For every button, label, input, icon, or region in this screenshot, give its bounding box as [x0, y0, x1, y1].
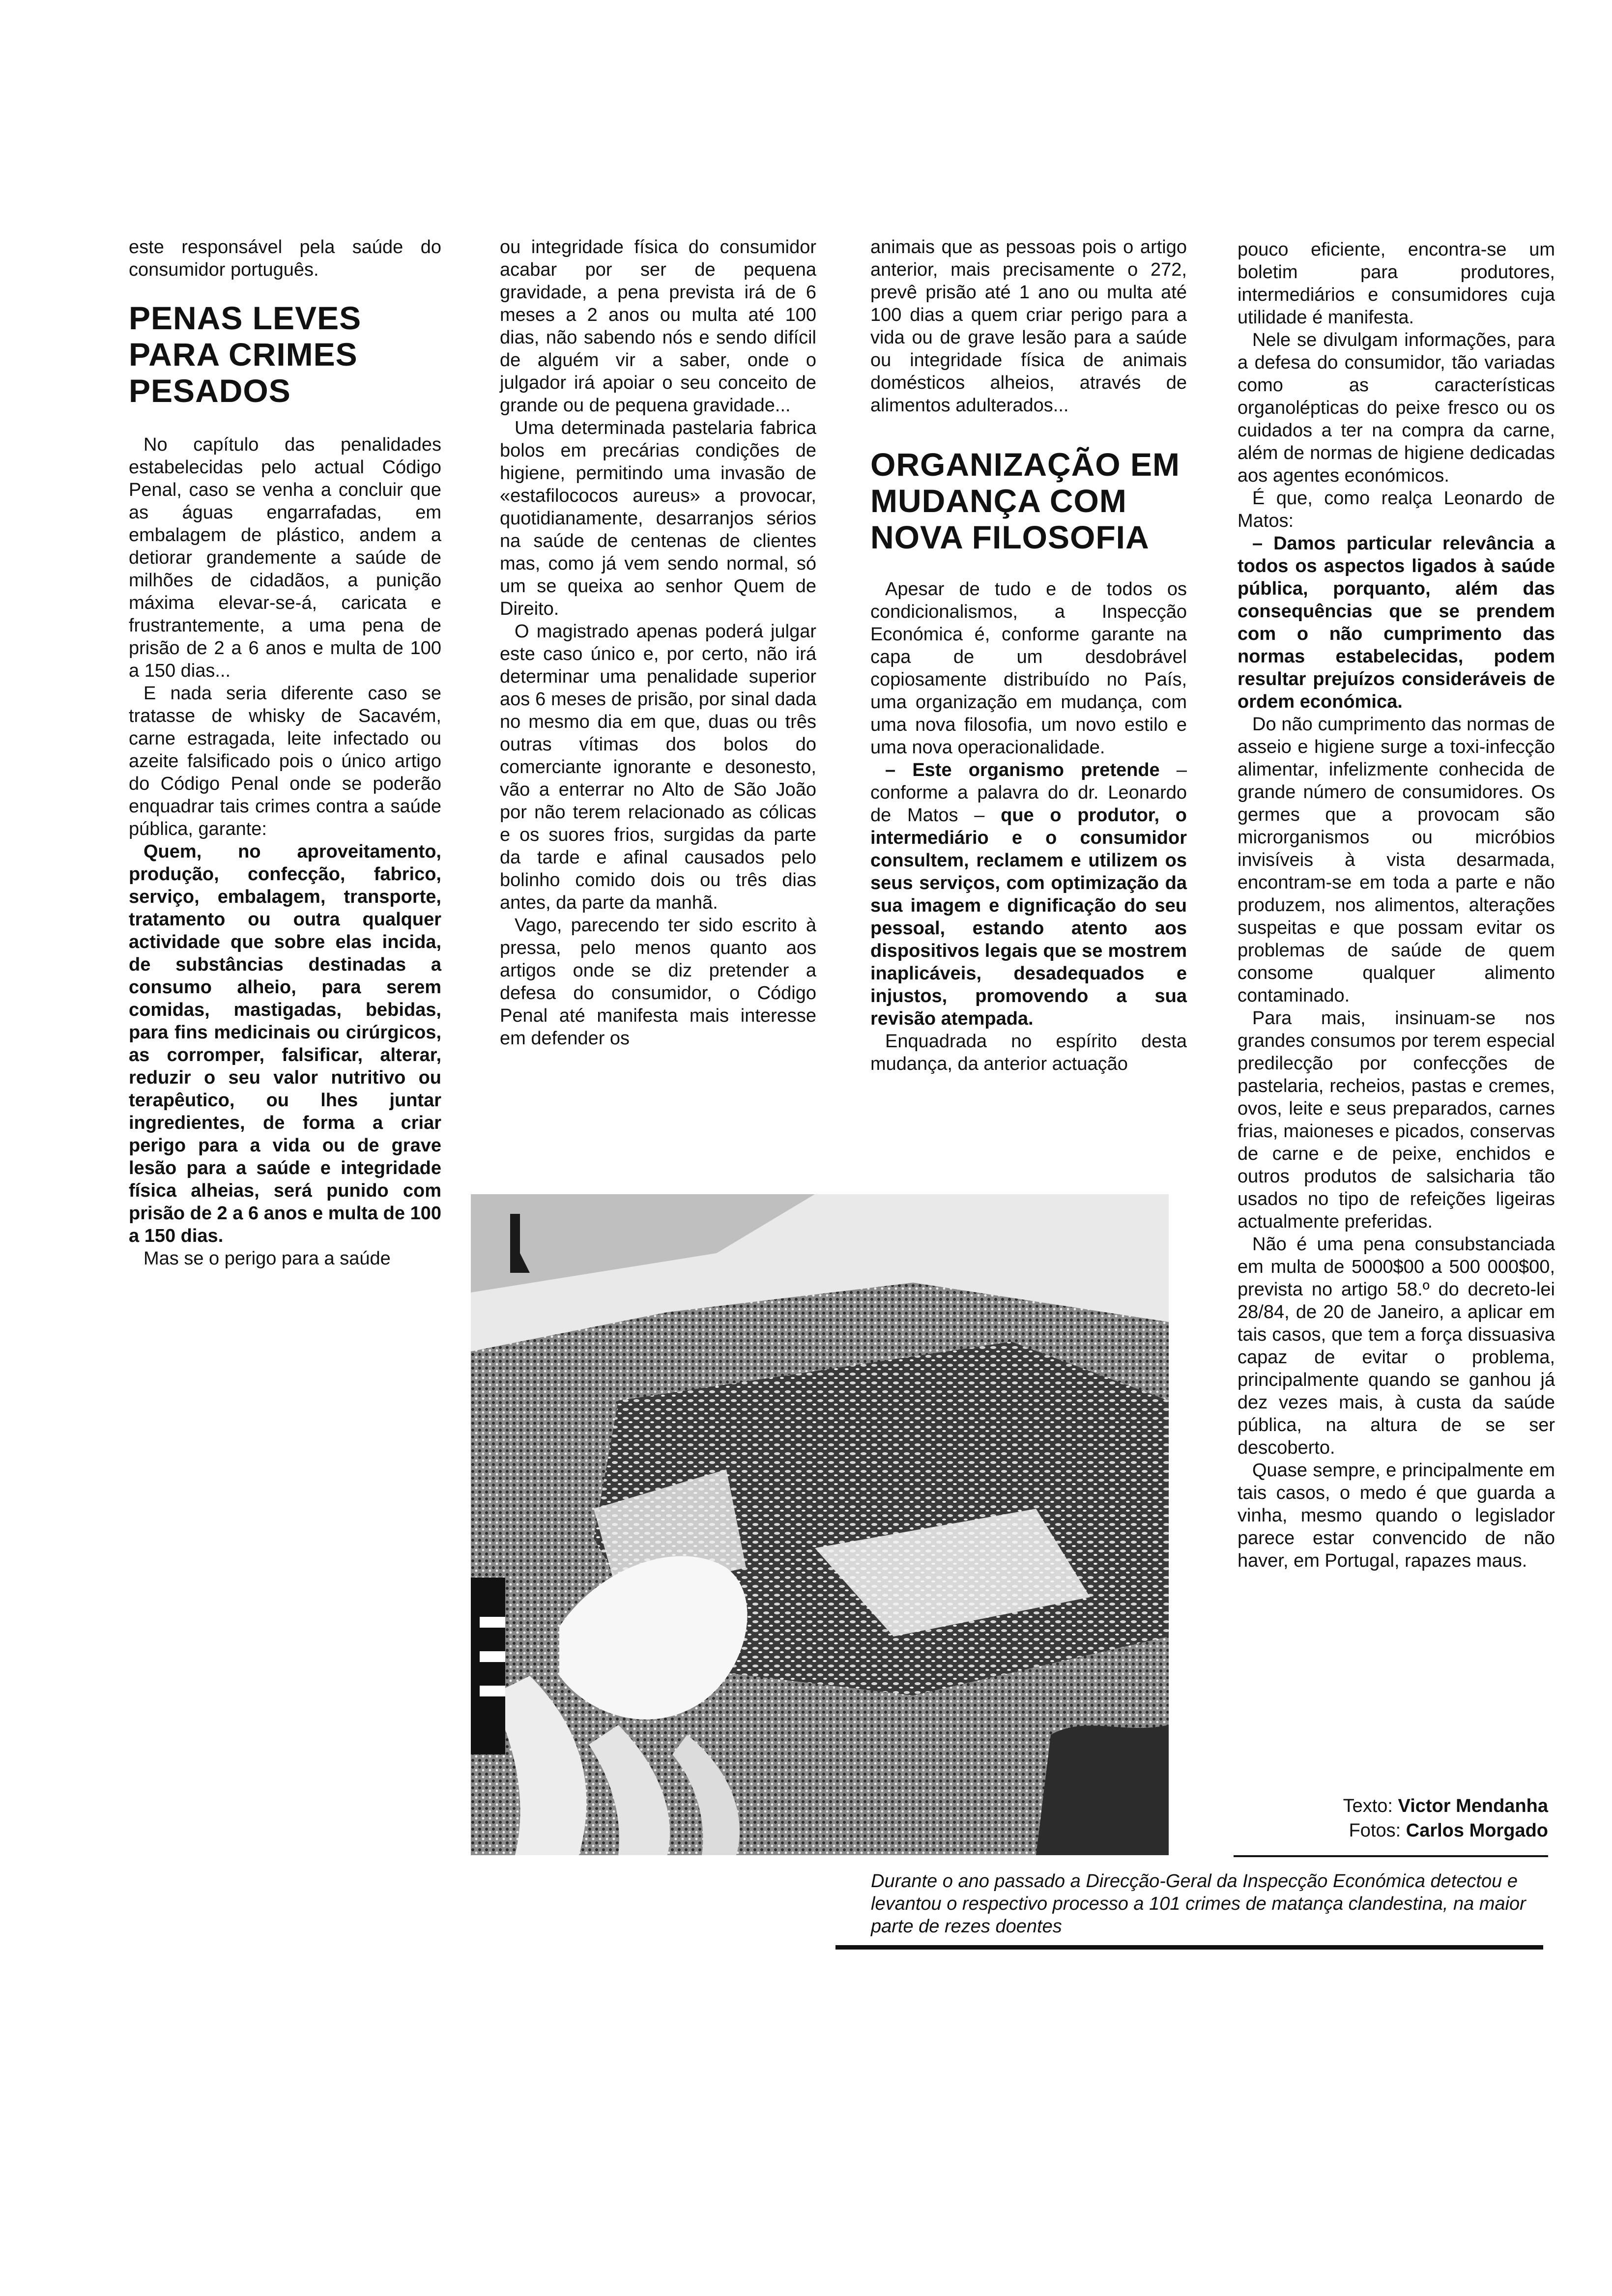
column-2-paragraph-3: O magistrado apenas poderá julgar este caso único e, por certo, não irá determinar uma penalidade superior aos 6 meses de prisão, por sinal dada no mesmo dia em que, duas ou três outras vítimas dos bolos do comerciante ignorante e desonesto, vão a enterrar no Alto de São João por não terem relacionado as cólicas e os suores frios, surgidas da parte da tarde e afinal causados pelo bolinho comido dois ou três dias antes, da parte da manhã.	[500, 621, 816, 913]
column-4-paragraph-3: É que, como realça Leonardo de Matos:	[1238, 488, 1555, 531]
column-2-paragraph-2: Uma determinada pastelaria fabrica bolos em precárias condições de higiene, permitindo uma invasão de «estafilococos aureus» a provocar, quotidianamente, desarranjos sérios na saúde de centenas de clientes mas, como já vem sendo normal, só um se queixa ao senhor Quem de Direito.	[500, 418, 816, 619]
column-1	[129, 236, 441, 1270]
column-4-quote	[1238, 532, 1555, 713]
headline-organizacao: ORGANIZAÇÃO EM MUDANÇA COM NOVA FILOSOFIA	[870, 446, 1180, 555]
column-1-paragraph-1: No capítulo das penalidades estabelecidas pelo actual Código Penal, caso se venha a concluir que as águas engarrafadas, em embalagem de plástico, andem a detiorar grandemente a saúde de milhões de cidadãos, a punição máxima elevar-se-á, caricata e frustrantemente, a uma pena de prisão de 2 a 6 anos e multa de 100 a 150 dias...	[129, 434, 441, 681]
column-2-paragraph-4: Vago, parecendo ter sido escrito à pressa, pelo menos quanto aos artigos onde se diz pretender a defesa do consumidor, o Código Penal até manifesta mais interesse em defender os	[500, 915, 816, 1049]
column-3-paragraph-2: Apesar de tudo e de todos os condicionalismos, a Inspecção Económica é, conforme garante na capa de um desdobrável copiosamente distribuído no País, uma organização em mudança, com uma nova filosofia, um novo estilo e uma nova operacionalidade.	[870, 579, 1187, 758]
photo-credit-author: Carlos Morgado	[1406, 1820, 1548, 1841]
column-4	[1238, 238, 1555, 1572]
text-credit-author: Victor Mendanha	[1398, 1796, 1548, 1816]
column-4-paragraph-2: Nele se divulgam informações, para a defesa do consumidor, tão variadas como as características organolépticas do peixe fresco ou os cuidados a ter na compra da carne, além de normas de higiene dedicadas aos agentes económicos.	[1238, 330, 1555, 486]
column-3-quote	[870, 759, 1187, 1030]
slaughter-photo	[471, 1194, 1169, 1855]
photo-credit-label: Fotos:	[1349, 1820, 1406, 1841]
code-article-quote: Quem, no aproveitamento, produção, confecção, fabrico, serviço, embalagem, transporte, tratamento ou outra qualquer actividade que sobre elas incida, de substâncias destinadas a consumo alheio, para serem comidas, mastigadas, bebidas, para fins medicinais ou cirúrgicos, as corromper, falsificar, alterar, reduzir o seu valor nutritivo ou terapêutico, ou lhes juntar ingredientes, de forma a criar perigo para a vida ou de grave lesão para a saúde e integridade física alheias, será punido com prisão de 2 a 6 anos e multa de 100 a 150 dias.	[129, 841, 441, 1246]
leonardo-quote-bold: – Damos particular relevância a todos os aspectos ligados à saúde pública, porquanto, além das consequências que se prendem com o não cumprimento das normas estabelecidas, podem resultar prejuízos consideráveis de ordem económica.	[1238, 533, 1555, 712]
column-4-paragraph-6: Para mais, insinuam-se nos grandes consumos por terem especial predilecção por confecções de pastelaria, recheios, pastas e cremes, ovos, leite e seus preparados, carnes frias, maioneses e picados, conservas de carne e de peixe, enchidos e outros produtos de salsicharia tão usados no tipo de refeições ligeiras actualmente preferidas.	[1238, 1008, 1555, 1232]
column-1-quote	[129, 840, 441, 1247]
column-3	[870, 236, 1187, 1075]
text-credit-label: Texto:	[1343, 1796, 1398, 1816]
column-4-paragraph-7: Não é uma pena consubstanciada em multa de 5000$00 a 500 000$00, prevista no artigo 58.º do decreto-lei 28/84, de 20 de Janeiro, a aplicar em tais casos, que tem a força dissuasiva capaz de evitar o problema, principalmente quando se ganhou já dez vezes mais, à custa da saúde pública, na altura de se ser descoberto.	[1238, 1234, 1555, 1458]
text-credit	[1219, 1794, 1548, 1818]
column-4-paragraph-8: Quase sempre, e principalmente em tais casos, o medo é que guarda a vinha, mesmo quando o legislador parece estar convencido de não haver, em Portugal, rapazes maus.	[1238, 1460, 1555, 1571]
photo-illustration	[471, 1194, 1169, 1855]
column-1-intro: este responsável pela saúde do consumidor português.	[129, 237, 441, 280]
column-1-paragraph-2: E nada seria diferente caso se tratasse de whisky de Sacavém, carne estragada, leite infectado ou azeite falsificado pois o único artigo do Código Penal onde se poderão enquadrar tais crimes contra a saúde pública, garante:	[129, 683, 441, 839]
photo-caption: Durante o ano passado a Direcção-Geral da Inspecção Económica detectou e levantou o respectivo processo a 101 crimes de matança clandestina, na maior parte de rezes doentes	[871, 1871, 1526, 1937]
column-2-paragraph-1: ou integridade física do consumidor acabar por ser de pequena gravidade, a pena prevista irá de 6 meses a 2 anos ou multa até 100 dias, não sabendo nós e sendo difícil de alguém vir a saber, onde o julgador irá apoiar o seu conceito de grande ou de pequena gravidade...	[500, 237, 816, 416]
credits	[1219, 1794, 1548, 1843]
column-4-paragraph-1: pouco eficiente, encontra-se um boletim para produtores, intermediários e consumidores cuja utilidade é manifesta.	[1238, 239, 1555, 328]
quote-lead-bold: – Este organismo pretende	[885, 760, 1160, 780]
credits-divider	[1234, 1855, 1548, 1857]
headline-penas-leves: PENAS LEVES PARA CRIMES PESADOS	[129, 300, 362, 409]
column-3-paragraph-1: animais que as pessoas pois o artigo anterior, mais precisamente o 272, prevê prisão até 1 ano ou multa até 100 dias a quem criar perigo para a vida ou de grave lesão para a saúde ou integridade física de animais domésticos alheios, através de alimentos adulterados...	[870, 237, 1187, 416]
quote-attribution: – conforme a palavra do dr. Leonardo de Matos –	[870, 760, 1187, 826]
column-4-paragraph-5: Do não cumprimento das normas de asseio e higiene surge a toxi-infecção alimentar, infelizmente conhecida de grande número de consumidores. Os germes que a provocam são microrganismos ou micróbios invisíveis à vista desarmada, encontram-se em toda a parte e não produzem, nos alimentos, alterações suspeitas e que possam evitar os problemas de saúde de quem consome qualquer alimento contaminado.	[1238, 714, 1555, 1006]
quote-body-bold: que o produtor, o intermediário e o consumidor consultem, reclamem e utilizem os seus serviços, com optimização da sua imagem e dignificação do seu pessoal, estando atento aos dispositivos legais que se mostrem inaplicáveis, desadequados e injustos, promovendo a sua revisão atempada.	[870, 805, 1187, 1029]
caption-divider	[835, 1945, 1543, 1950]
column-1-paragraph-4: Mas se o perigo para a saúde	[144, 1248, 391, 1269]
photo-credit	[1219, 1818, 1548, 1843]
column-2	[500, 236, 816, 1050]
column-3-paragraph-4: Enquadrada no espírito desta mudança, da anterior actuação	[870, 1031, 1187, 1074]
